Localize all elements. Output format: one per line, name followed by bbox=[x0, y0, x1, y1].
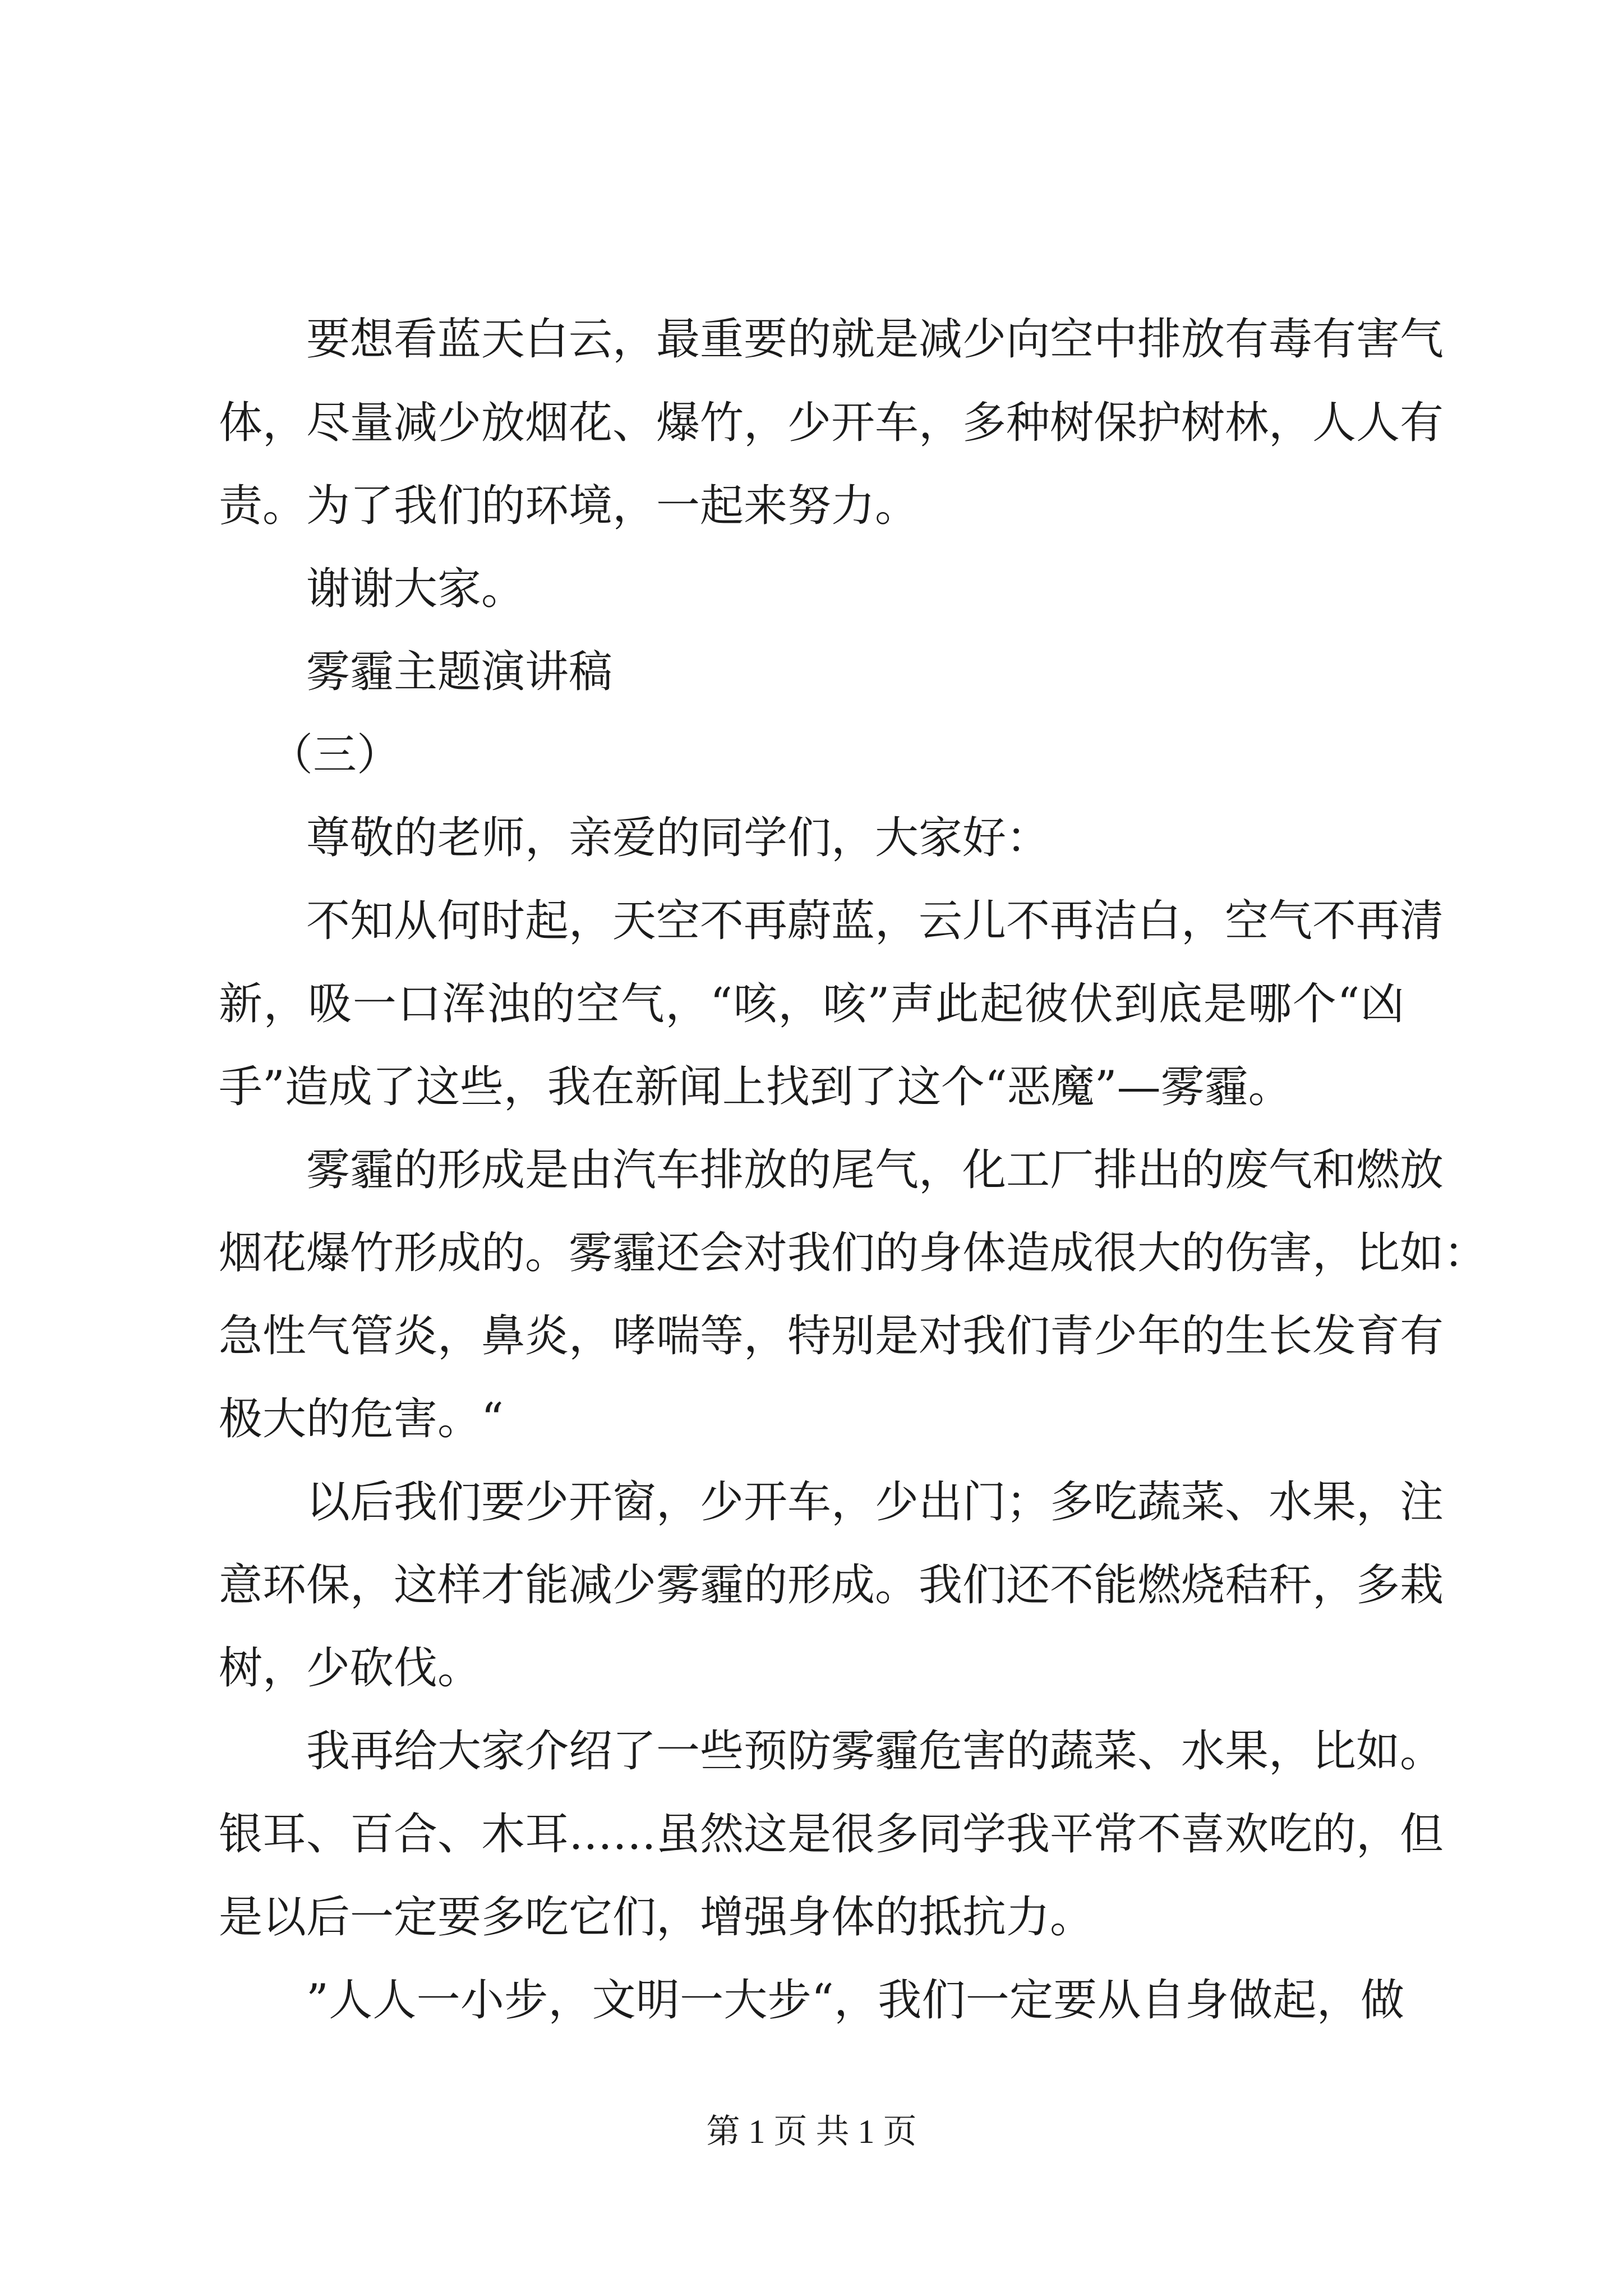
paragraph-line-10: 手”造成了这些，我在新闻上找到了这个“恶魔”—雾霾。 bbox=[219, 1062, 1292, 1112]
paragraph-line-19: 银耳、百合、木耳……虽然这是很多同学我平常不喜欢吃的，但 bbox=[219, 1809, 1444, 1860]
page-footer: 第 1 页 共 1 页 bbox=[706, 2113, 917, 2150]
paragraph-line-20: 是以后一定要多吃它们，增强身体的抵抗力。 bbox=[219, 1892, 1094, 1943]
paragraph-line-14: 极大的危害。“ bbox=[219, 1394, 504, 1444]
paragraph-line-8: 不知从何时起，天空不再蔚蓝，云儿不再洁白，空气不再清 bbox=[306, 896, 1444, 946]
paragraph-line-17: 树，少砍伐。 bbox=[219, 1643, 482, 1694]
paragraph-line-18: 我再给大家介绍了一些预防雾霾危害的蔬菜、水果，比如。 bbox=[306, 1726, 1444, 1777]
section-title: 雾霾主题演讲稿 bbox=[306, 647, 613, 697]
paragraph-line-13: 急性气管炎，鼻炎，哮喘等，特别是对我们青少年的生长发育有 bbox=[219, 1311, 1444, 1361]
paragraph-line-2: 体，尽量减少放烟花、爆竹，少开车，多种树保护树林，人人有 bbox=[219, 398, 1444, 448]
paragraph-line-9: 新，吸一口浑浊的空气，“咳，咳”声此起彼伏到底是哪个“凶 bbox=[219, 979, 1404, 1029]
paragraph-line-16: 意环保，这样才能减少雾霾的形成。我们还不能燃烧秸秆，多栽 bbox=[219, 1560, 1444, 1611]
paragraph-line-15: 以后我们要少开窗，少开车，少出门；多吃蔬菜、水果，注 bbox=[306, 1477, 1444, 1527]
paragraph-line-12: 烟花爆竹形成的。雾霾还会对我们的身体造成很大的伤害，比如： bbox=[219, 1228, 1488, 1278]
paragraph-line-11: 雾霾的形成是由汽车排放的尾气，化工厂排出的废气和燃放 bbox=[306, 1145, 1444, 1195]
section-number: （三） bbox=[269, 730, 401, 780]
paragraph-line-3: 责。为了我们的环境，一起来努力。 bbox=[219, 481, 919, 531]
paragraph-line-1: 要想看蓝天白云，最重要的就是减少向空中排放有毒有害气 bbox=[306, 314, 1444, 365]
greeting: 尊敬的老师，亲爱的同学们，大家好： bbox=[306, 813, 1050, 863]
paragraph-line-21: ”人人一小步，文明一大步“，我们一定要从自身做起，做 bbox=[306, 1975, 1404, 2026]
closing-thanks: 谢谢大家。 bbox=[306, 564, 525, 614]
